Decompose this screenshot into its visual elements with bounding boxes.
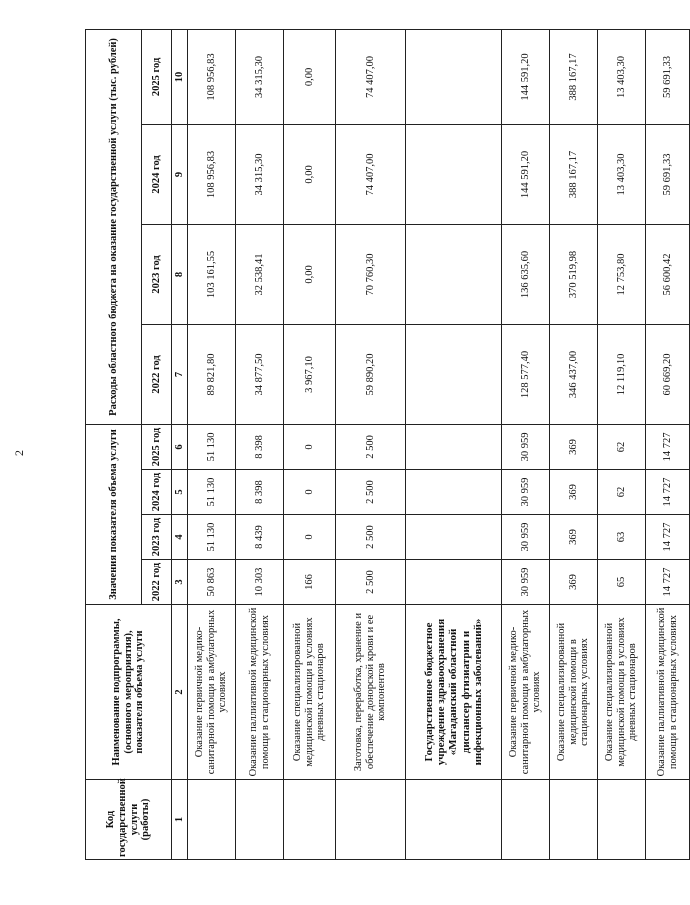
header-expense-year: 2025 год bbox=[142, 29, 172, 124]
cell-code bbox=[646, 780, 690, 860]
page-number: 2 bbox=[12, 450, 26, 456]
cell-volume: 14 727 bbox=[646, 424, 690, 469]
cell-name: Оказание специализированной медицинской помощи в стационарных условиях bbox=[550, 605, 598, 780]
cell-expense: 388 167,17 bbox=[550, 124, 598, 224]
cell-code bbox=[284, 780, 336, 860]
cell-expense: 34 315,30 bbox=[236, 29, 284, 124]
cell-expense: 0,00 bbox=[284, 124, 336, 224]
cell-name: Оказание паллиативной медицинской помощи в стационарных условиях bbox=[236, 605, 284, 780]
cell-expense: 3 967,10 bbox=[284, 324, 336, 424]
cell-name: Оказание специализированной медицинской помощи в условиях дневных стационаров bbox=[284, 605, 336, 780]
cell-volume: 8 398 bbox=[236, 470, 284, 515]
cell-code bbox=[598, 780, 646, 860]
cell-volume bbox=[406, 515, 502, 560]
budget-table bbox=[85, 29, 690, 860]
cell-volume: 369 bbox=[550, 560, 598, 605]
table-row bbox=[236, 29, 284, 859]
cell-code bbox=[406, 780, 502, 860]
table-body bbox=[188, 29, 690, 859]
cell-volume: 14 727 bbox=[646, 560, 690, 605]
cell-volume: 30 959 bbox=[502, 470, 550, 515]
cell-volume: 50 863 bbox=[188, 560, 236, 605]
cell-expense: 70 760,30 bbox=[336, 224, 406, 324]
cell-name: Государственное бюджетное учреждение здравоохранения «Магаданский областной диспансер фтизиатрии и инфекционных заболеваний» bbox=[406, 605, 502, 780]
cell-expense: 13 403,30 bbox=[598, 124, 646, 224]
cell-expense: 108 956,83 bbox=[188, 29, 236, 124]
cell-code bbox=[502, 780, 550, 860]
cell-expense: 89 821,80 bbox=[188, 324, 236, 424]
cell-expense: 144 591,20 bbox=[502, 124, 550, 224]
cell-expense: 13 403,30 bbox=[598, 29, 646, 124]
cell-volume: 369 bbox=[550, 424, 598, 469]
cell-expense: 12 119,10 bbox=[598, 324, 646, 424]
cell-code bbox=[188, 780, 236, 860]
cell-expense: 103 161,55 bbox=[188, 224, 236, 324]
table-row bbox=[646, 29, 690, 859]
header-expense-year: 2023 год bbox=[142, 224, 172, 324]
header-expense-year: 2022 год bbox=[142, 324, 172, 424]
header-volume-group: Значения показателя объема услуги bbox=[86, 424, 142, 604]
table-row bbox=[336, 29, 406, 859]
cell-volume: 2 500 bbox=[336, 560, 406, 605]
cell-volume: 2 500 bbox=[336, 515, 406, 560]
cell-volume: 8 439 bbox=[236, 515, 284, 560]
cell-expense: 74 407,00 bbox=[336, 29, 406, 124]
cell-volume: 51 130 bbox=[188, 470, 236, 515]
cell-expense: 59 691,33 bbox=[646, 29, 690, 124]
table-row bbox=[598, 29, 646, 859]
cell-name: Оказание первичной медико-санитарной помощи в амбулаторных условиях bbox=[188, 605, 236, 780]
cell-volume bbox=[406, 424, 502, 469]
cell-name: Оказание паллиативной медицинской помощи в стационарных условиях bbox=[646, 605, 690, 780]
cell-volume: 14 727 bbox=[646, 470, 690, 515]
cell-expense: 59 691,33 bbox=[646, 124, 690, 224]
header-volume-year: 2024 год bbox=[142, 470, 172, 515]
cell-expense bbox=[406, 224, 502, 324]
header-expense-group: Расходы областного бюджета на оказание государственной услуги (тыс. рублей) bbox=[86, 29, 142, 424]
cell-name: Заготовка, переработка, хранение и обеспечение донорской крови и ее компонентов bbox=[336, 605, 406, 780]
cell-code bbox=[550, 780, 598, 860]
cell-volume: 369 bbox=[550, 470, 598, 515]
cell-code bbox=[236, 780, 284, 860]
cell-expense bbox=[406, 324, 502, 424]
cell-expense: 128 577,40 bbox=[502, 324, 550, 424]
column-number: 6 bbox=[172, 424, 188, 469]
cell-volume: 0 bbox=[284, 515, 336, 560]
cell-volume: 51 130 bbox=[188, 424, 236, 469]
cell-expense: 346 437,00 bbox=[550, 324, 598, 424]
header-volume-year: 2025 год bbox=[142, 424, 172, 469]
cell-expense: 32 538,41 bbox=[236, 224, 284, 324]
cell-volume: 51 130 bbox=[188, 515, 236, 560]
cell-name: Оказание первичной медико-санитарной помощи в амбулаторных условиях bbox=[502, 605, 550, 780]
header-name: Наименование подпрограммы, (основного мероприятия), показателя объема услуги bbox=[86, 605, 172, 780]
cell-volume: 62 bbox=[598, 424, 646, 469]
cell-expense: 0,00 bbox=[284, 224, 336, 324]
column-number: 2 bbox=[172, 605, 188, 780]
cell-expense: 0,00 bbox=[284, 29, 336, 124]
cell-expense: 34 877,50 bbox=[236, 324, 284, 424]
cell-volume: 2 500 bbox=[336, 424, 406, 469]
table-row bbox=[284, 29, 336, 859]
column-number: 3 bbox=[172, 560, 188, 605]
table-row bbox=[188, 29, 236, 859]
cell-expense: 370 519,98 bbox=[550, 224, 598, 324]
header-volume-year: 2023 год bbox=[142, 515, 172, 560]
cell-expense: 136 635,60 bbox=[502, 224, 550, 324]
cell-expense: 74 407,00 bbox=[336, 124, 406, 224]
cell-expense: 56 600,42 bbox=[646, 224, 690, 324]
cell-volume: 0 bbox=[284, 470, 336, 515]
table-row bbox=[502, 29, 550, 859]
cell-expense bbox=[406, 29, 502, 124]
table-row bbox=[550, 29, 598, 859]
rotated-table-container bbox=[85, 30, 679, 860]
table-row bbox=[406, 29, 502, 859]
cell-expense: 34 315,30 bbox=[236, 124, 284, 224]
cell-volume bbox=[406, 560, 502, 605]
cell-volume: 10 303 bbox=[236, 560, 284, 605]
cell-volume: 369 bbox=[550, 515, 598, 560]
cell-name: Оказание специализированной медицинской помощи в условиях дневных стационаров bbox=[598, 605, 646, 780]
cell-code bbox=[336, 780, 406, 860]
cell-volume: 65 bbox=[598, 560, 646, 605]
column-number: 9 bbox=[172, 124, 188, 224]
column-number: 1 bbox=[172, 780, 188, 860]
cell-volume: 62 bbox=[598, 470, 646, 515]
header-expense-year: 2024 год bbox=[142, 124, 172, 224]
header-code: Код государственной услуги (работы) bbox=[86, 780, 172, 860]
cell-volume: 2 500 bbox=[336, 470, 406, 515]
cell-expense: 108 956,83 bbox=[188, 124, 236, 224]
column-number: 7 bbox=[172, 324, 188, 424]
column-number: 8 bbox=[172, 224, 188, 324]
column-number: 5 bbox=[172, 470, 188, 515]
cell-expense: 60 669,20 bbox=[646, 324, 690, 424]
cell-volume bbox=[406, 470, 502, 515]
cell-volume: 0 bbox=[284, 424, 336, 469]
cell-volume: 63 bbox=[598, 515, 646, 560]
cell-expense bbox=[406, 124, 502, 224]
cell-expense: 144 591,20 bbox=[502, 29, 550, 124]
cell-expense: 59 890,20 bbox=[336, 324, 406, 424]
cell-expense: 388 167,17 bbox=[550, 29, 598, 124]
column-number: 10 bbox=[172, 29, 188, 124]
cell-volume: 30 959 bbox=[502, 515, 550, 560]
cell-volume: 166 bbox=[284, 560, 336, 605]
cell-volume: 30 959 bbox=[502, 560, 550, 605]
cell-volume: 30 959 bbox=[502, 424, 550, 469]
cell-volume: 8 398 bbox=[236, 424, 284, 469]
header-volume-year: 2022 год bbox=[142, 560, 172, 605]
column-number: 4 bbox=[172, 515, 188, 560]
cell-volume: 14 727 bbox=[646, 515, 690, 560]
cell-expense: 12 753,80 bbox=[598, 224, 646, 324]
